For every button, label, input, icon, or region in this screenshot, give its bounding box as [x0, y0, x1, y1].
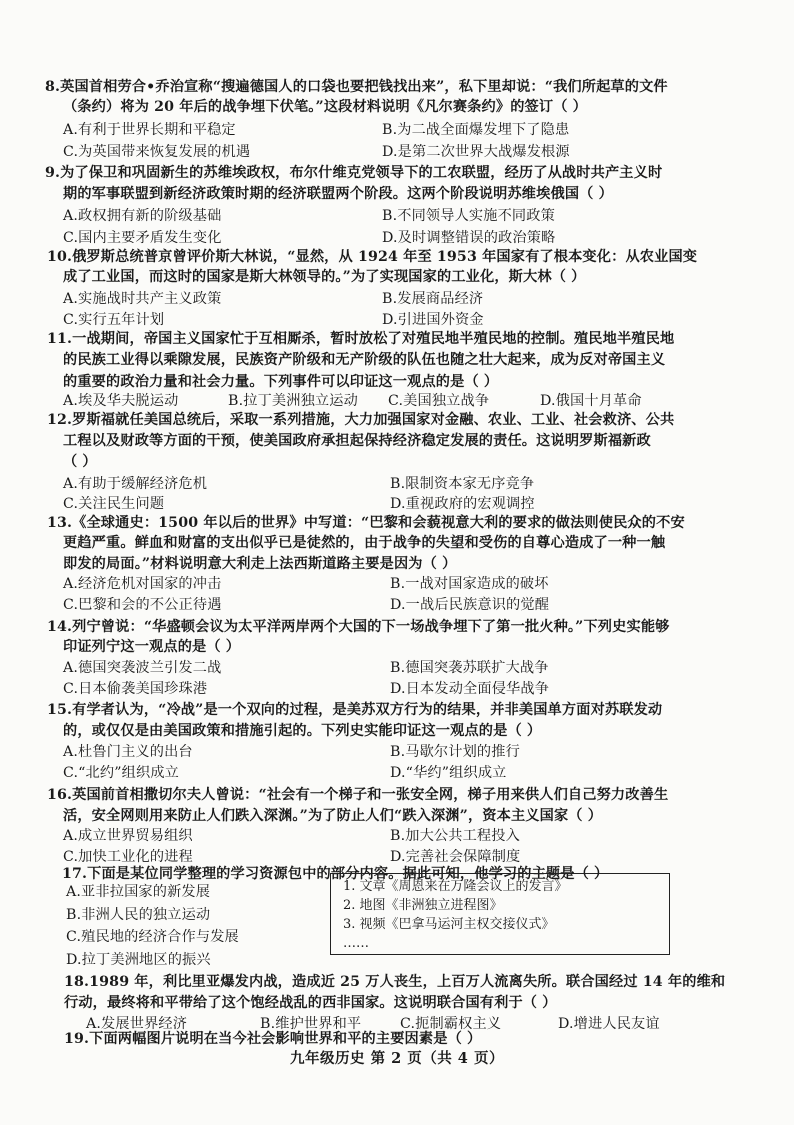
- question-11-stem-line: 的重要的政治力量和社会力量。下列事件可以印证这一观点的是（ ）: [63, 374, 499, 390]
- question-15-option[interactable]: B.马歇尔计划的推行: [390, 744, 520, 760]
- question-14-option[interactable]: A.德国突袭波兰引发二战: [63, 660, 222, 676]
- question-8-option[interactable]: C.为英国带来恢复发展的机遇: [63, 144, 251, 160]
- question-17-option[interactable]: B.非洲人民的独立运动: [66, 907, 211, 923]
- question-12-stem-line: 工程以及财政等方面的干预，使美国政府承担起保持经济稳定发展的责任。这说明罗斯福新政: [63, 433, 651, 449]
- question-17-option[interactable]: C.殖民地的经济合作与发展: [66, 929, 239, 945]
- question-16-stem-line: 活，安全网则用来防止人们跌入深渊。”为了防止人们“跌入深渊”，资本主义国家（ ）: [63, 808, 603, 824]
- question-10-option[interactable]: A.实施战时共产主义政策: [63, 291, 222, 307]
- question-8-option[interactable]: A.有利于世界长期和平稳定: [63, 122, 236, 138]
- question-12-stem-line: 12.罗斯福就任美国总统后，采取一系列措施，大力加强国家对金融、农业、工业、社会救济、公共: [47, 412, 675, 428]
- question-15-stem-line: 的，或仅仅是由美国政策和措施引起的。下列史实能印证这一观点的是（ ）: [63, 723, 542, 739]
- question-9-option[interactable]: C.国内主要矛盾发生变化: [63, 230, 222, 246]
- question-15-option[interactable]: C.“北约”组织成立: [63, 765, 179, 781]
- question-15-option[interactable]: A.杜鲁门主义的出台: [63, 744, 193, 760]
- question-11-stem-line: 的民族工业得以乘隙发展，民族资产阶级和无产阶级的队伍也随之壮大起来，成为反对帝国主义: [63, 352, 666, 368]
- question-18-option[interactable]: C.扼制霸权主义: [400, 1016, 502, 1032]
- page-footer: 九年级历史 第 2 页（共 4 页）: [290, 1050, 504, 1067]
- question-8-option[interactable]: D.是第二次世界大战爆发根源: [382, 144, 570, 160]
- question-12-stem-line: （ ）: [63, 454, 97, 470]
- question-13-stem-line: 即发的局面。”材料说明意大利走上法西斯道路主要是因为（ ）: [63, 556, 457, 572]
- question-10-stem-line: 成了工业国，而这时的国家是斯大林领导的。”为了实现国家的工业化，斯大林（ ）: [63, 269, 586, 285]
- question-19-stem-line: 19.下面两幅图片说明在当今社会影响世界和平的主要因素是（ ）: [64, 1031, 482, 1047]
- resource-item: 3. 视频《巴拿马运河主权交接仪式》: [343, 917, 555, 932]
- question-16-option[interactable]: B.加大公共工程投入: [390, 828, 520, 844]
- question-11-stem-line: 11.一战期间，帝国主义国家忙于互相厮杀，暂时放松了对殖民地半殖民地的控制。殖民地半殖民地: [47, 331, 675, 347]
- question-11-option[interactable]: C.美国独立战争: [388, 393, 490, 409]
- question-12-option[interactable]: D.重视政府的宏观调控: [390, 496, 535, 512]
- question-16-option[interactable]: D.完善社会保障制度: [390, 849, 521, 865]
- question-8-stem-line: 8.英国首相劳合•乔治宣称“搜遍德国人的口袋也要把钱找出来”，私下里却说：“我们所起草的文件: [45, 79, 668, 95]
- question-11-option[interactable]: A.埃及华夫脱运动: [63, 393, 179, 409]
- question-13-option[interactable]: B.一战对国家造成的破坏: [390, 576, 549, 592]
- question-10-option[interactable]: C.实行五年计划: [63, 312, 165, 328]
- question-10-option[interactable]: B.发展商品经济: [382, 291, 484, 307]
- question-8-stem-line: （条约）将为 20 年后的战争埋下伏笔。”这段材料说明《凡尔赛条约》的签订（ ）: [63, 99, 587, 115]
- question-9-stem-line: 期的军事联盟到新经济政策时期的经济联盟两个阶段。这两个阶段说明苏维埃俄国（ ）: [63, 186, 613, 202]
- question-14-option[interactable]: B.德国突袭苏联扩大战争: [390, 660, 549, 676]
- resource-item: 1. 文章《周恩来在万隆会议上的发言》: [343, 879, 568, 894]
- question-9-option[interactable]: D.及时调整错误的政治策略: [382, 230, 556, 246]
- question-14-option[interactable]: D.日本发动全面侵华战争: [390, 681, 550, 697]
- question-18-stem-line: 18.1989 年，利比里亚爆发内战，造成近 25 万人丧生，上百万人流离失所。联合国经过 14 年的维和: [64, 974, 726, 990]
- question-9-option[interactable]: A.政权拥有新的阶级基础: [63, 208, 222, 224]
- resource-item: ……: [343, 936, 369, 951]
- question-17-option[interactable]: A.亚非拉国家的新发展: [66, 884, 211, 900]
- question-12-option[interactable]: A.有助于缓解经济危机: [63, 476, 208, 492]
- question-14-stem-line: 14.列宁曾说：“华盛顿会议为太平洋两岸两个大国的下一场战争埋下了第一批火种。”下列史实能够: [47, 619, 670, 635]
- question-10-stem-line: 10.俄罗斯总统普京曾评价斯大林说，“显然，从 1924 年至 1953 年国家有了根本变化：从农业国变: [47, 249, 698, 265]
- question-11-option[interactable]: B.拉丁美洲独立运动: [228, 393, 358, 409]
- resource-item: 2. 地图《非洲独立进程图》: [343, 898, 503, 913]
- question-13-option[interactable]: D.一战后民族意识的觉醒: [390, 597, 550, 613]
- question-11-option[interactable]: D.俄国十月革命: [540, 393, 642, 409]
- question-13-option[interactable]: C.巴黎和会的不公正待遇: [63, 597, 222, 613]
- question-16-option[interactable]: C.加快工业化的进程: [63, 849, 193, 865]
- question-9-option[interactable]: B.不同领导人实施不同政策: [382, 208, 555, 224]
- question-13-stem-line: 13.《全球通史：1500 年以后的世界》中写道：“巴黎和会藐视意大利的要求的做法则使民众的不安: [47, 515, 685, 531]
- question-16-stem-line: 16.英国前首相撒切尔夫人曾说：“社会有一个梯子和一张安全网，梯子用来供人们自己努力改善生: [47, 787, 669, 803]
- question-9-stem-line: 9.为了保卫和巩固新生的苏维埃政权，布尔什维克党领导下的工农联盟，经历了从战时共产主义时: [45, 165, 663, 181]
- question-12-option[interactable]: B.限制资本家无序竞争: [390, 476, 535, 492]
- question-14-stem-line: 印证列宁这一观点的是（ ）: [63, 639, 241, 655]
- question-12-option[interactable]: C.关注民生问题: [63, 496, 165, 512]
- question-15-option[interactable]: D.“华约”组织成立: [390, 765, 507, 781]
- question-8-option[interactable]: B.为二战全面爆发埋下了隐患: [382, 122, 570, 138]
- question-13-option[interactable]: A.经济危机对国家的冲击: [63, 576, 222, 592]
- question-10-option[interactable]: D.引进国外资金: [382, 312, 484, 328]
- question-16-option[interactable]: A.成立世界贸易组织: [63, 828, 193, 844]
- question-17-stem-line: 17.下面是某位同学整理的学习资源包中的部分内容。据此可知，他学习的主题是（ ）: [62, 866, 609, 882]
- question-18-stem-line: 行动，最终将和平带给了这个饱经战乱的西非国家。这说明联合国有利于（ ）: [64, 995, 557, 1011]
- question-13-stem-line: 更趋严重。鲜血和财富的支出似乎已是徒然的，由于战争的失望和受伤的自尊心造成了一种一触: [63, 535, 666, 551]
- question-18-option[interactable]: A.发展世界经济: [86, 1016, 188, 1032]
- question-18-option[interactable]: B.维护世界和平: [260, 1016, 362, 1032]
- question-17-option[interactable]: D.拉丁美洲地区的振兴: [66, 952, 211, 968]
- question-18-option[interactable]: D.增进人民友谊: [558, 1016, 660, 1032]
- resource-pack-box: [330, 873, 670, 955]
- question-15-stem-line: 15.有学者认为，“冷战”是一个双向的过程，是美苏双方行为的结果，并非美国单方面对苏联发动: [47, 702, 663, 718]
- question-14-option[interactable]: C.日本偷袭美国珍珠港: [63, 681, 208, 697]
